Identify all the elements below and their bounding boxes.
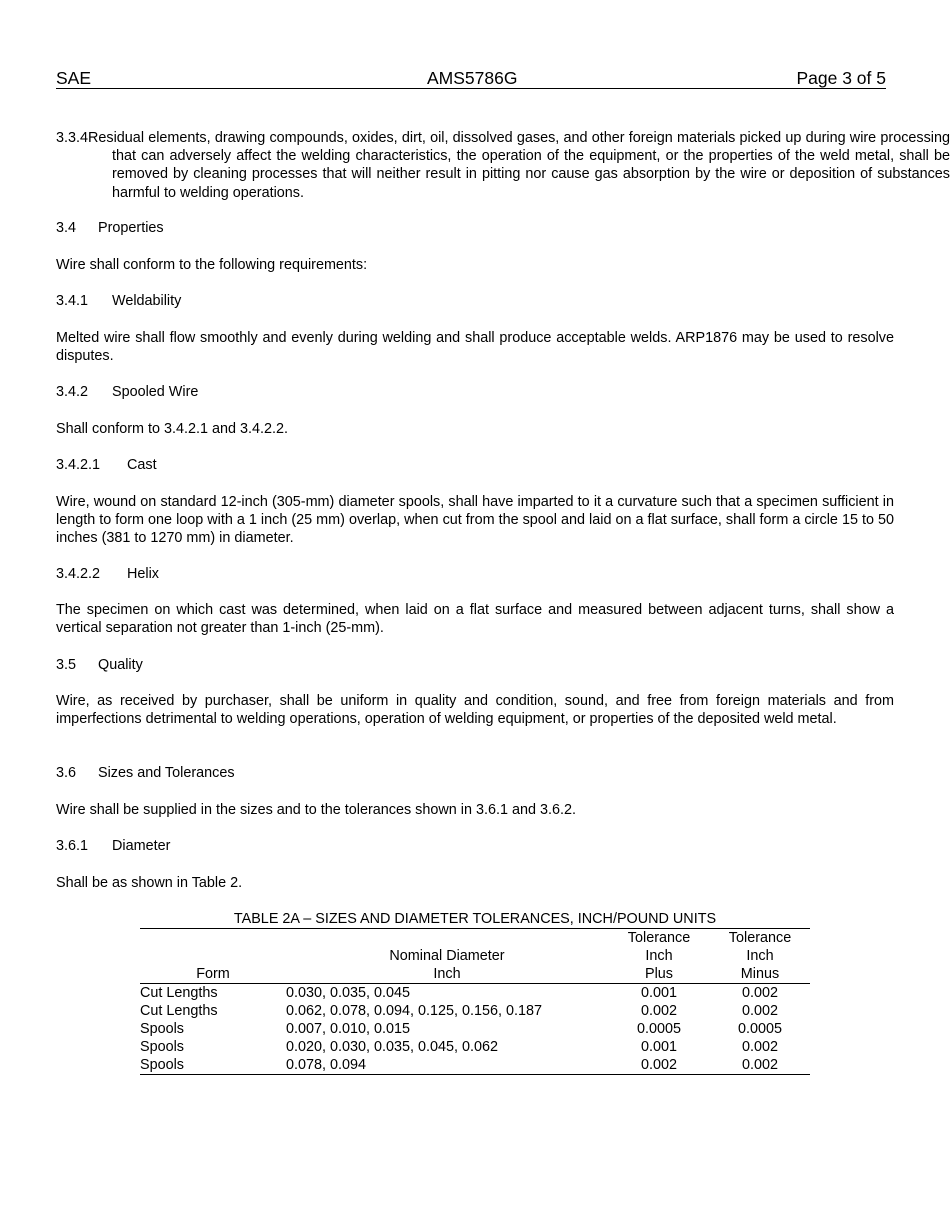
cell-plus: 0.0005 <box>636 1021 681 1037</box>
table-title: TABLE 2A – SIZES AND DIAMETER TOLERANCES, INCH/POUND UNITS <box>233 911 717 927</box>
cell-plus: 0.001 <box>640 1039 677 1055</box>
section-number: 3.5 <box>56 657 77 673</box>
cell-minus: 0.002 <box>741 1057 778 1073</box>
table-header <box>140 929 810 984</box>
cell-minus: 0.002 <box>741 985 778 1001</box>
section-title: Cast <box>127 457 157 473</box>
header-doc-number: AMS5786G <box>427 68 518 88</box>
section-number: 3.4.1 <box>56 293 89 309</box>
section-number: 3.3.4 <box>56 130 89 146</box>
cell-form: Spools <box>140 1057 185 1073</box>
section-number: 3.4.2.1 <box>56 457 101 473</box>
cell-minus: 0.002 <box>741 1003 778 1019</box>
table-row <box>140 1056 810 1074</box>
section-number: 3.4.2.2 <box>56 566 101 582</box>
cell-minus: 0.0005 <box>737 1021 782 1037</box>
section-heading-3-6-1 <box>56 837 894 855</box>
page-header <box>56 68 886 89</box>
header-nominal-line1: Nominal Diameter <box>389 948 505 964</box>
header-plus-line2: Inch <box>645 948 673 964</box>
table-row <box>140 984 810 1002</box>
table-row <box>140 1038 810 1056</box>
cell-form: Spools <box>140 1039 185 1055</box>
section-number: 3.4 <box>56 220 77 236</box>
paragraph-3-5: Wire, as received by purchaser, shall be uniform in quality and condition, sound, and free from foreign materials and from imperfections detrimental to welding operations, operation of welding equipment, or properties of the deposited weld metal. <box>56 693 894 728</box>
section-number: 3.6.1 <box>56 838 89 854</box>
header-page-number: Page 3 of 5 <box>796 68 886 88</box>
section-heading-3-4-2-2 <box>56 565 894 583</box>
section-number: 3.6 <box>56 765 77 781</box>
paragraph-3-4-2-1: Wire, wound on standard 12-inch (305-mm) diameter spools, shall have imparted to it a curvature such that a specimen sufficient in length to form one loop with a 1 inch (25 mm) overlap, when cut from the spool and laid on a flat surface, shall form a circle 15 to 50 inches (381 to 1270 mm) in diameter. <box>56 494 894 547</box>
section-heading-3-4-1 <box>56 292 894 310</box>
cell-nominal: 0.030, 0.035, 0.045 <box>286 985 411 1001</box>
paragraph-3-6-1: Shall be as shown in Table 2. <box>56 875 243 891</box>
paragraph-text: Residual elements, drawing compounds, oxides, dirt, oil, dissolved gases, and other foreign materials picked up during wire processing that can adversely affect the welding characteristics, the operation of the equipment, or the properties of the weld metal, shall be removed by cleaning processes that will neither result in pitting nor cause gas absorption by the wire or deposition of substances harmful to welding operations. <box>88 130 950 201</box>
paragraph-3-3-4 <box>56 129 950 202</box>
cell-nominal: 0.062, 0.078, 0.094, 0.125, 0.156, 0.187 <box>286 1003 543 1019</box>
header-minus-line2: Inch <box>746 948 774 964</box>
header-plus-line1: Tolerance <box>627 930 691 946</box>
cell-plus: 0.001 <box>640 985 677 1001</box>
section-title: Sizes and Tolerances <box>98 765 235 781</box>
cell-plus: 0.002 <box>640 1003 677 1019</box>
paragraph-3-4: Wire shall conform to the following requirements: <box>56 257 368 273</box>
section-title: Diameter <box>112 838 171 854</box>
section-title: Spooled Wire <box>112 384 199 400</box>
section-title: Properties <box>98 220 164 236</box>
section-heading-3-4 <box>56 219 894 237</box>
cell-plus: 0.002 <box>640 1057 677 1073</box>
cell-minus: 0.002 <box>741 1039 778 1055</box>
section-heading-3-4-2 <box>56 383 894 401</box>
header-form: Form <box>196 966 230 982</box>
section-number: 3.4.2 <box>56 384 89 400</box>
section-title: Quality <box>98 657 143 673</box>
section-title: Weldability <box>112 293 182 309</box>
section-heading-3-5 <box>56 656 894 674</box>
cell-nominal: 0.020, 0.030, 0.035, 0.045, 0.062 <box>286 1039 499 1055</box>
paragraph-3-4-2: Shall conform to 3.4.2.1 and 3.4.2.2. <box>56 421 288 437</box>
paragraph-3-4-2-2: The specimen on which cast was determined, when laid on a flat surface and measured between adjacent turns, shall show a vertical separation not greater than 1-inch (25-mm). <box>56 602 894 637</box>
header-nominal-line2: Inch <box>433 966 461 982</box>
cell-form: Cut Lengths <box>140 985 218 1001</box>
cell-form: Cut Lengths <box>140 1003 218 1019</box>
table-row <box>140 1020 810 1038</box>
section-title: Helix <box>127 566 159 582</box>
cell-form: Spools <box>140 1021 185 1037</box>
table-row <box>140 1002 810 1020</box>
cell-nominal: 0.078, 0.094 <box>286 1057 367 1073</box>
header-org: SAE <box>56 68 92 88</box>
section-heading-3-4-2-1 <box>56 456 894 474</box>
header-minus-line1: Tolerance <box>728 930 792 946</box>
paragraph-3-4-1: Melted wire shall flow smoothly and evenly during welding and shall produce acceptable welds. ARP1876 may be used to resolve disputes. <box>56 330 894 365</box>
cell-nominal: 0.007, 0.010, 0.015 <box>286 1021 411 1037</box>
paragraph-3-6: Wire shall be supplied in the sizes and to the tolerances shown in 3.6.1 and 3.6.2. <box>56 802 576 818</box>
header-minus-line3: Minus <box>740 966 780 982</box>
section-heading-3-6 <box>56 764 894 782</box>
sizes-tolerances-table <box>140 928 810 1075</box>
header-plus-line3: Plus <box>645 966 673 982</box>
